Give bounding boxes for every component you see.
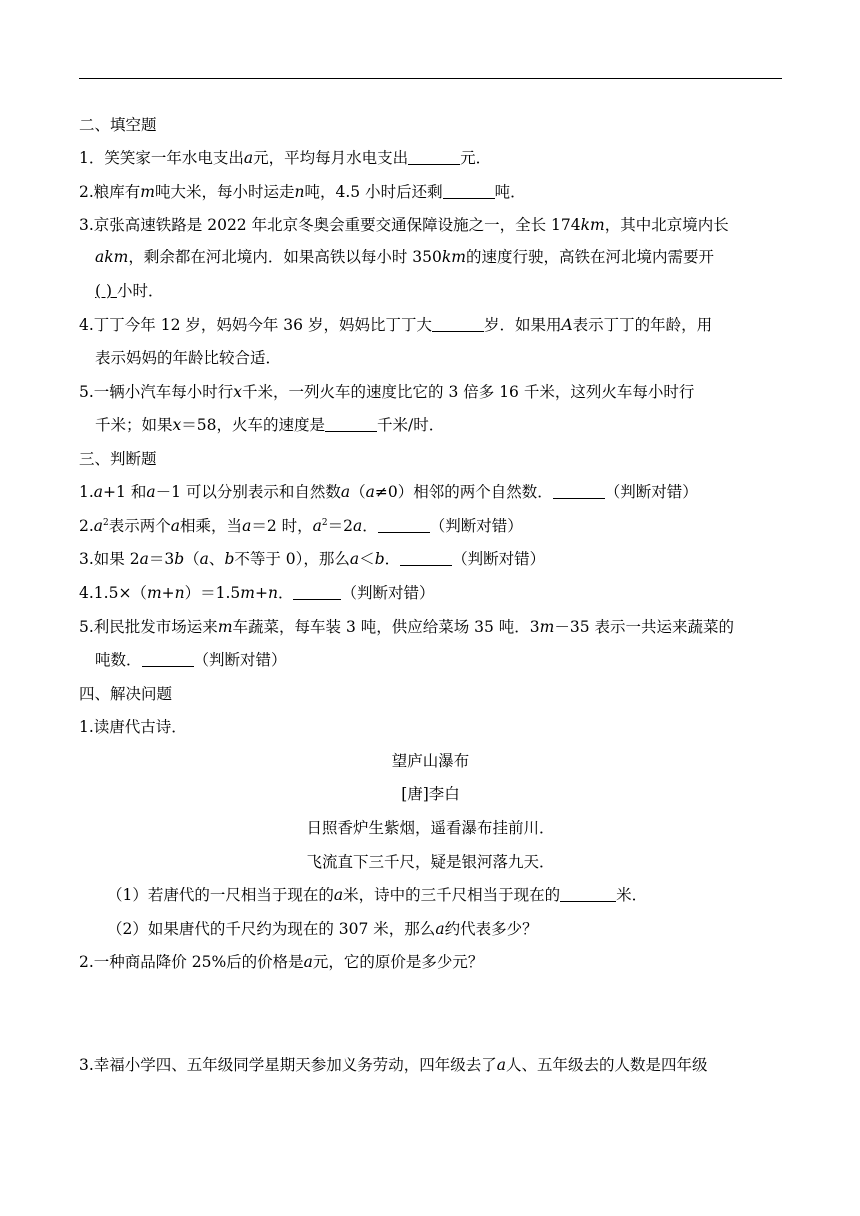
answer-blank[interactable]: ( ): [95, 282, 117, 300]
fill-q4-line1: 4.丁丁今年 12 岁，妈妈今年 36 岁，妈妈比丁丁大 岁．如果用A表示丁丁的年龄，用: [79, 316, 713, 334]
poem-title: 望庐山瀑布: [391, 752, 470, 770]
answer-blank[interactable]: [432, 315, 484, 332]
solve-q1-sub2: （2）如果唐代的千尺约为现在的 307 米，那么a约代表多少？: [107, 920, 538, 938]
solve-q2: 2.一种商品降价 25%后的价格是a元，它的原价是多少元？: [79, 953, 484, 971]
section-title-judge: 三、判断题: [79, 450, 157, 468]
poem-line-2: 飞流直下三千尺，疑是银河落九天．: [306, 853, 555, 871]
answer-blank[interactable]: [553, 482, 605, 499]
judge-q5-line1: 5.利民批发市场运来m车蔬菜，每车装 3 吨，供应给菜场 35 吨．3m－35 表示一共运来蔬菜的: [79, 618, 735, 636]
answer-blank[interactable]: [293, 583, 341, 600]
solve-q1-intro: 1.读唐代古诗．: [79, 718, 187, 736]
judge-q3: 3.如果 2a＝3b（a、b不等于 0），那么a＜b． （判断对错）: [79, 550, 546, 568]
header-rule: [79, 78, 782, 79]
fill-q5-line2: 千米；如果x＝58，火车的速度是 千米/时．: [95, 416, 445, 434]
fill-q3-line3: ( ) 小时．: [95, 282, 164, 300]
poem-author: [唐]李白: [401, 785, 460, 803]
solve-q1-sub1: （1）若唐代的一尺相当于现在的a米，诗中的三千尺相当于现在的 米．: [107, 886, 648, 904]
answer-blank[interactable]: [142, 650, 194, 667]
fill-q3-line1: 3.京张高速铁路是 2022 年北京冬奥会重要交通保障设施之一，全长 174km，其中北京境内长: [79, 216, 729, 234]
section-title-solve: 四、解决问题: [79, 685, 173, 703]
answer-blank[interactable]: [443, 182, 495, 199]
fill-q5-line1: 5.一辆小汽车每小时行x千米，一列火车的速度比它的 3 倍多 16 千米，这列火车每小时行: [79, 383, 695, 401]
fill-q1: 1．笑笑家一年水电支出a元，平均每月水电支出 元．: [79, 149, 492, 167]
poem-line-1: 日照香炉生紫烟，遥看瀑布挂前川．: [306, 819, 555, 837]
fill-q3-line2: akm，剩余都在河北境内．如果高铁以每小时 350km的速度行驶，高铁在河北境内需要开: [95, 248, 714, 266]
answer-blank[interactable]: [560, 885, 616, 902]
fill-q4-line2: 表示妈妈的年龄比较合适．: [95, 349, 282, 367]
answer-blank[interactable]: [325, 415, 377, 432]
fill-q2: 2.粮库有m吨大米，每小时运走n吨，4.5 小时后还剩 吨．: [79, 183, 526, 201]
answer-blank[interactable]: [378, 516, 430, 533]
section-title-fill: 二、填空题: [79, 116, 157, 134]
answer-blank[interactable]: [400, 549, 452, 566]
judge-q5-line2: 吨数． （判断对错）: [95, 651, 287, 669]
solve-q3: 3.幸福小学四、五年级同学星期天参加义务劳动，四年级去了a人、五年级去的人数是四年级: [79, 1056, 708, 1074]
judge-q2: $2.a^2$表示两个a相乘，当a＝2 时，$a^2=2a$． （判断对错）: [79, 517, 523, 535]
answer-blank[interactable]: [408, 148, 460, 165]
judge-q4: 4.1.5×（m+n）＝1.5m+n． （判断对错）: [79, 584, 435, 602]
judge-q1: 1.a+1 和a－1 可以分别表示和自然数a（a≠0）相邻的两个自然数． （判断对错）: [79, 483, 698, 501]
